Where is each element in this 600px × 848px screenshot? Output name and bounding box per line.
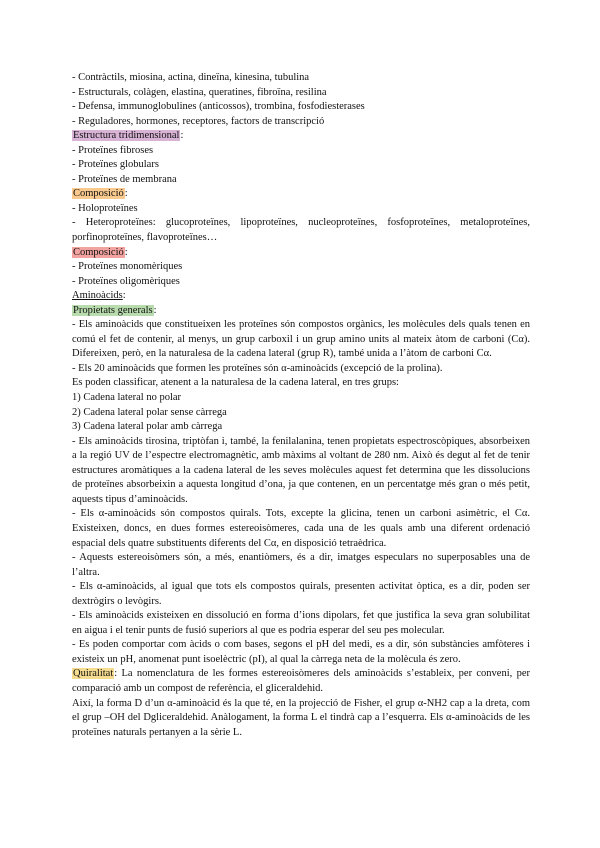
heading-label: Propietats generals (73, 304, 153, 316)
list-item: - Proteïnes de membrana (72, 173, 177, 185)
section-heading (72, 289, 530, 304)
paragraph: - Els aminoàcids que constitueixen les proteïnes són compostos orgànics, les molècules dels quals tenen en comú el fet de contenir, al menys, un grup carboxil i un grup amino units al mateix àtom de carboni (Cα). Difereixen, però, en la naturalesa de la cadena lateral (grup R), també unida a l’àtom de carboni Cα. (72, 319, 530, 360)
list-item: - Defensa, immunoglobulines (anticossos), trombina, fosfodiesterases (72, 101, 365, 113)
list-item: - Proteïnes fibroses (72, 144, 154, 156)
list-item: - Reguladores, hormones, receptores, factors de transcripció (72, 115, 325, 127)
list-item: 2) Cadena lateral polar sense càrrega (72, 406, 227, 418)
heading-label: Composició (73, 188, 124, 200)
paragraph: - Els aminoàcids existeixen en dissolució en forma d’ions dipolars, fet que justifica la seva gran solubilitat en aigua i el tenir punts de fusió superiors al que es podria esperar del seu pes molecular. (72, 610, 530, 636)
document-page (72, 71, 530, 740)
heading-colon: : (180, 130, 184, 142)
paragraph: Així, la forma D d’un α-aminoàcid és la que té, en la projecció de Fisher, el grup α-NH2 cap a la dreta, com el grup –OH del Dgliceraldehid. Anàlogament, la forma L el tindrà cap a l’esquerra. Els α-aminoàcids de les proteïnes naturals pertanyen a la sèrie L. (72, 697, 530, 738)
heading-label: Estructura tridimensional (73, 130, 180, 142)
paragraph: - Els aminoàcids tirosina, triptòfan i, també, la fenilalanina, tenen propietats espectroscòpiques, absorbeixen a la regió UV de l’espectre electromagnètic, amb màxims al voltant de 280 nm. Això és degut al fet de tenir estructures aromàtiques a la cadena lateral de les seves molècules aquest fet determina que les dissolucions de proteïnes absorbeixin a aquesta longitud d’ona, ja que contenen, en un percentatge més gran o més petit, aquests tipus d’aminoàcids. (72, 435, 530, 505)
section-heading (72, 129, 530, 144)
heading-colon: : (124, 246, 128, 258)
list-item: - Proteïnes monomèriques (72, 261, 183, 273)
list-item: - Proteïnes globulars (72, 159, 159, 171)
section-heading (72, 246, 530, 261)
paragraph: - Es poden comportar com àcids o com bases, segons el pH del medi, es a dir, són substàncies amfòteres i existeix un pH, anomenat punt isoelèctric (pI), al qual la càrrega neta de la molècula és zero. (72, 639, 530, 665)
heading-colon: : (153, 304, 157, 316)
paragraph (72, 667, 530, 696)
heading-colon: : (122, 290, 126, 302)
heading-label: Composició (73, 246, 124, 258)
paragraph: - Aquests estereoisòmers són, a més, enantiòmers, és a dir, imatges especulars no superposables una de l’altra. (72, 552, 530, 578)
list-item: 1) Cadena lateral no polar (72, 392, 182, 404)
paragraph-text: : La nomenclatura de les formes estereoisòmeres dels aminoàcids s’estableix, per conveni, per comparació amb un compost de referència, el gliceraldehid. (72, 668, 530, 694)
list-item: - Estructurals, colàgen, elastina, queratines, fibroïna, resilina (72, 86, 327, 98)
section-heading (72, 304, 530, 319)
list-item: Es poden classificar, atenent a la naturalesa de la cadena lateral, en tres grups: (72, 377, 399, 389)
paragraph: - Els α-aminoàcids són compostos quirals. Tots, excepte la glicina, tenen un carboni asimètric, el Cα. Existeixen, doncs, en dues formes estereoisòmeres, cada una de les quals amb una diferent ordenació espacial dels quatre substituents diferents del Cα, en disposició tetraèdrica. (72, 508, 530, 549)
list-item: - Proteïnes oligomèriques (72, 275, 180, 287)
list-item: 3) Cadena lateral polar amb càrrega (72, 421, 223, 433)
list-item: - Holoproteïnes (72, 202, 138, 214)
section-heading (72, 187, 530, 202)
paragraph: - Heteroproteïnes: glucoproteïnes, lipoproteïnes, nucleoproteïnes, fosfoproteïnes, metaloproteïnes, porfinoproteïnes, flavoproteïnes… (72, 217, 530, 244)
term-label: Quiralitat (73, 668, 114, 680)
paragraph: - Els α-aminoàcids, al igual que tots els compostos quirals, presenten activitat òptica, es a dir, poden ser dextrògirs o levògirs. (72, 581, 530, 607)
list-item: - Els 20 aminoàcids que formen les proteïnes són α-aminoàcids (excepció de la prolina). (72, 362, 443, 374)
heading-colon: : (124, 188, 128, 200)
list-item: - Contràctils, miosina, actina, dineïna, kinesina, tubulina (72, 72, 310, 83)
heading-label: Aminoàcids (72, 290, 123, 302)
